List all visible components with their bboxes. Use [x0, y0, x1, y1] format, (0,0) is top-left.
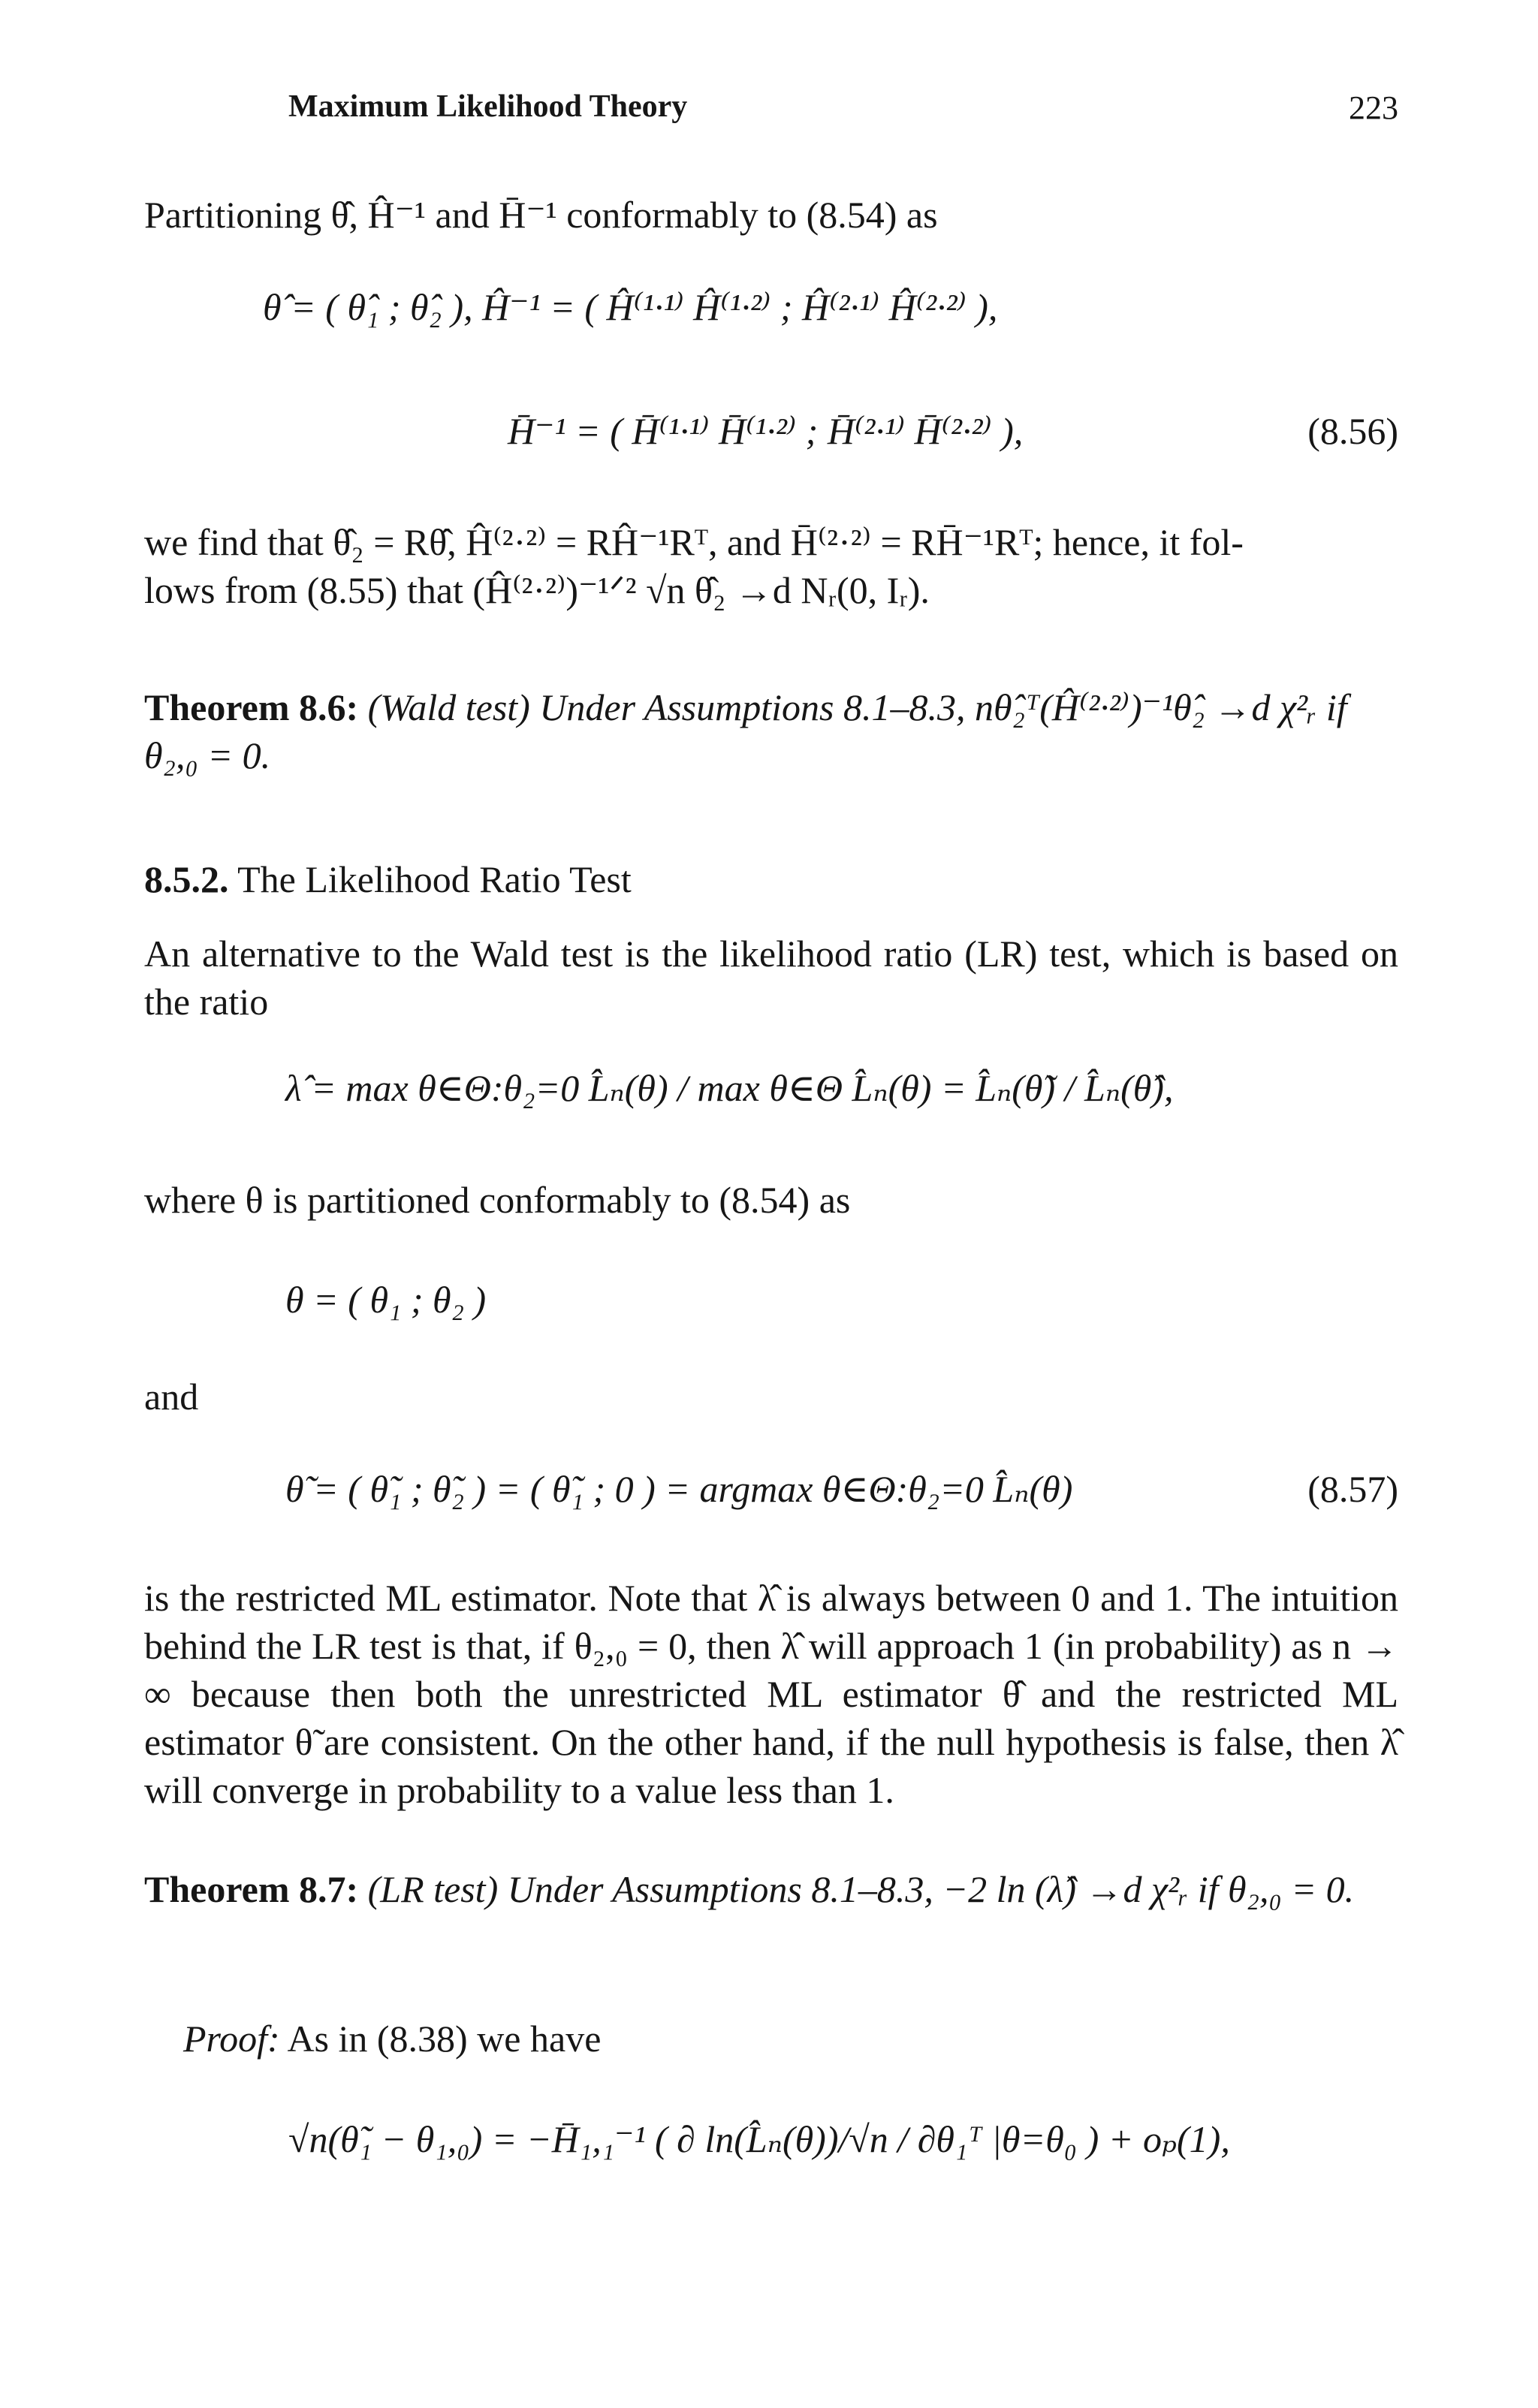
theorem-body: (LR test) Under Assumptions 8.1–8.3, −2 ln (λ̂) →d χ²ᵣ if θ₂,₀ = 0.: [367, 1868, 1355, 1910]
theorem-label: Theorem 8.6:: [144, 686, 359, 728]
section-title: The Likelihood Ratio Test: [237, 858, 632, 900]
proof-label: Proof:: [183, 2018, 280, 2060]
paragraph-and: [144, 1373, 1398, 1421]
equation-partition-theta-H-hat: θ̂ = ( θ̂₁ ; θ̂₂ ), Ĥ⁻¹ = ( Ĥ⁽¹·¹⁾ Ĥ⁽¹·²⁾ ; Ĥ⁽²·¹⁾ Ĥ⁽²·²⁾ ),: [263, 286, 998, 328]
equation-restricted-estimator: θ̃ = ( θ̃₁ ; θ̃₂ ) = ( θ̃₁ ; 0 ) = argmax θ∈Θ:θ₂=0 L̂ₙ(θ): [285, 1468, 1073, 1510]
proof-intro: [183, 2017, 601, 2060]
paragraph-text: where θ is partitioned conformably to (8.54) as: [144, 1179, 851, 1221]
section-number: 8.5.2.: [144, 858, 229, 900]
paragraph-text: Partitioning θ̂, Ĥ⁻¹ and H̄⁻¹ conformably to (8.54) as: [144, 194, 938, 236]
paragraph-text: and: [144, 1376, 199, 1418]
page-number: 223: [1349, 89, 1398, 126]
paragraph-text: An alternative to the Wald test is the likelihood ratio (LR) test, which is based on the ratio: [144, 933, 1398, 1023]
paragraph-we-find: [144, 518, 1398, 614]
paragraph-text: is the restricted ML estimator. Note that λ̂ is always between 0 and 1. The intuition behind the LR test is that, if θ₂,₀ = 0, then λ̂ will approach 1 (in probability) as n → ∞ because then both the unrestricted ML estimator θ̂ and the restricted ML estimator θ̃ are consistent. On the other hand, if the null hypothesis is false, then λ̂ will converge in probability to a value less than 1.: [144, 1577, 1398, 1811]
theorem-8-6: [144, 683, 1398, 779]
theorem-8-7: [144, 1865, 1398, 1913]
paragraph-restricted-ml: [144, 1574, 1398, 1814]
paragraph-line: we find that θ̂₂ = Rθ̂, Ĥ⁽²·²⁾ = RĤ⁻¹Rᵀ, and H̄⁽²·²⁾ = RH̄⁻¹Rᵀ; hence, it fol-: [144, 521, 1244, 563]
paragraph-alternative: [144, 930, 1398, 1026]
paragraph-partitioning: [144, 191, 1398, 239]
equation-partition-H-bar: H̄⁻¹ = ( H̄⁽¹·¹⁾ H̄⁽¹·²⁾ ; H̄⁽²·¹⁾ H̄⁽²·²⁾ ),: [508, 410, 1024, 452]
equation-number-8-56: (8.56): [1307, 410, 1398, 452]
equation-number-8-57: (8.57): [1307, 1468, 1398, 1510]
equation-proof-expansion: √n(θ̃₁ − θ₁,₀) = −H̄₁,₁⁻¹ ( ∂ ln(L̂ₙ(θ))/√n / ∂θ₁ᵀ |θ=θ₀ ) + oₚ(1),: [288, 2118, 1230, 2160]
section-heading: [144, 857, 632, 901]
paragraph-where-theta: [144, 1176, 1398, 1224]
theorem-body: (Wald test) Under Assumptions 8.1–8.3, nθ̂₂ᵀ(Ĥ⁽²·²⁾)⁻¹θ̂₂ →d χ²ᵣ if θ₂,₀ = 0.: [144, 686, 1347, 776]
theorem-label: Theorem 8.7:: [144, 1868, 359, 1910]
equation-theta-partition: θ = ( θ₁ ; θ₂ ): [285, 1279, 487, 1321]
running-header-title: Maximum Likelihood Theory: [288, 89, 688, 124]
proof-text: As in (8.38) we have: [287, 2018, 602, 2060]
equation-lambda-ratio: λ̂ = max θ∈Θ:θ₂=0 L̂ₙ(θ) / max θ∈Θ L̂ₙ(θ) = L̂ₙ(θ̃) / L̂ₙ(θ̂),: [285, 1067, 1174, 1109]
paragraph-line: lows from (8.55) that (Ĥ⁽²·²⁾)⁻¹ᐟ² √n θ̂₂ →d Nᵣ(0, Iᵣ).: [144, 569, 930, 611]
